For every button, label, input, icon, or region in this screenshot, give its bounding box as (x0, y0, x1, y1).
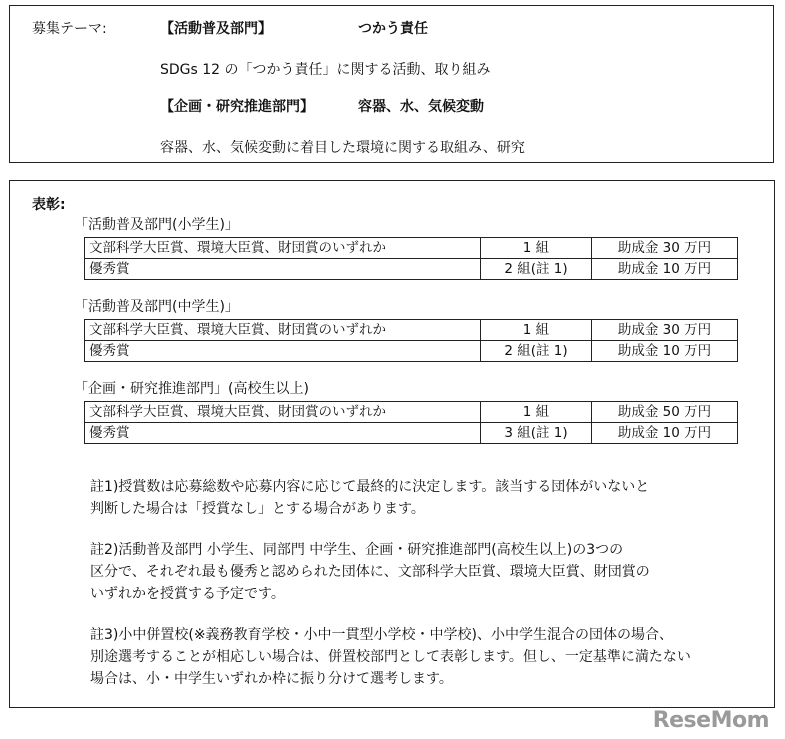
award-count: 2 組(註 1) (481, 341, 592, 362)
note-2 (90, 539, 650, 605)
award-count: 1 組 (481, 238, 592, 259)
award-grant: 助成金 30 万円 (592, 320, 738, 341)
award-grant: 助成金 50 万円 (592, 402, 738, 423)
category2-heading: 【企画・研究推進部門】 (160, 99, 314, 115)
table-row (85, 259, 738, 280)
award-count: 2 組(註 1) (481, 259, 592, 280)
award-name: 優秀賞 (85, 423, 481, 444)
category2-description: 容器、水、気候変動に着目した環境に関する取組み、研究 (160, 140, 525, 156)
category1-description: SDGs 12 の「つかう責任」に関する活動、取り組み (160, 62, 491, 78)
note-line: 註3)小中併置校(※義務教育学校・小中一貫型小学校・中学校)、小中学生混合の団体の場合、 (90, 627, 674, 643)
category1-heading: 【活動普及部門】 (160, 21, 272, 37)
note-line: 区分で、それぞれ最も優秀と認められた団体に、文部科学大臣賞、環境大臣賞、財団賞の (90, 564, 650, 580)
resemom-logo: ReseMom (652, 708, 769, 733)
category1-theme: つかう責任 (358, 21, 428, 37)
awards-label: 表彰: (32, 197, 66, 213)
award-grant: 助成金 10 万円 (592, 423, 738, 444)
awards-box (9, 180, 775, 708)
section-title: 「企画・研究推進部門」(高校生以上) (74, 381, 309, 397)
table-row (85, 423, 738, 444)
award-grant: 助成金 10 万円 (592, 341, 738, 362)
theme-label: 募集テーマ: (32, 21, 107, 37)
award-name: 優秀賞 (85, 341, 481, 362)
award-count: 3 組(註 1) (481, 423, 592, 444)
theme-box (9, 5, 774, 163)
note-line: 註2)活動普及部門 小学生、同部門 中学生、企画・研究推進部門(高校生以上)の3つの (90, 542, 624, 558)
note-3 (90, 624, 691, 690)
award-name: 文部科学大臣賞、環境大臣賞、財団賞のいずれか (85, 402, 481, 423)
section-title: 「活動普及部門(中学生)」 (74, 299, 239, 315)
award-count: 1 組 (481, 402, 592, 423)
note-line: 場合は、小・中学生いずれか枠に振り分けて選考します。 (90, 671, 453, 687)
category2-theme: 容器、水、気候変動 (358, 99, 484, 115)
table-row (85, 341, 738, 362)
award-name: 優秀賞 (85, 259, 481, 280)
table-row (85, 402, 738, 423)
note-line: 別途選考することが相応しい場合は、併置校部門として表彰します。但し、一定基準に満たない (90, 649, 691, 665)
award-count: 1 組 (481, 320, 592, 341)
section-title: 「活動普及部門(小学生)」 (74, 217, 239, 233)
note-line: 註1)授賞数は応募総数や応募内容に応じて最終的に決定します。該当する団体がいないと (90, 479, 650, 495)
table-row (85, 238, 738, 259)
awards-table (84, 401, 738, 444)
table-row (85, 320, 738, 341)
awards-table (84, 319, 738, 362)
award-name: 文部科学大臣賞、環境大臣賞、財団賞のいずれか (85, 238, 481, 259)
award-grant: 助成金 10 万円 (592, 259, 738, 280)
award-grant: 助成金 30 万円 (592, 238, 738, 259)
award-name: 文部科学大臣賞、環境大臣賞、財団賞のいずれか (85, 320, 481, 341)
note-line: いずれかを授賞する予定です。 (90, 586, 285, 602)
awards-table (84, 237, 738, 280)
note-line: 判断した場合は「授賞なし」とする場合があります。 (90, 501, 425, 517)
note-1 (90, 476, 649, 520)
